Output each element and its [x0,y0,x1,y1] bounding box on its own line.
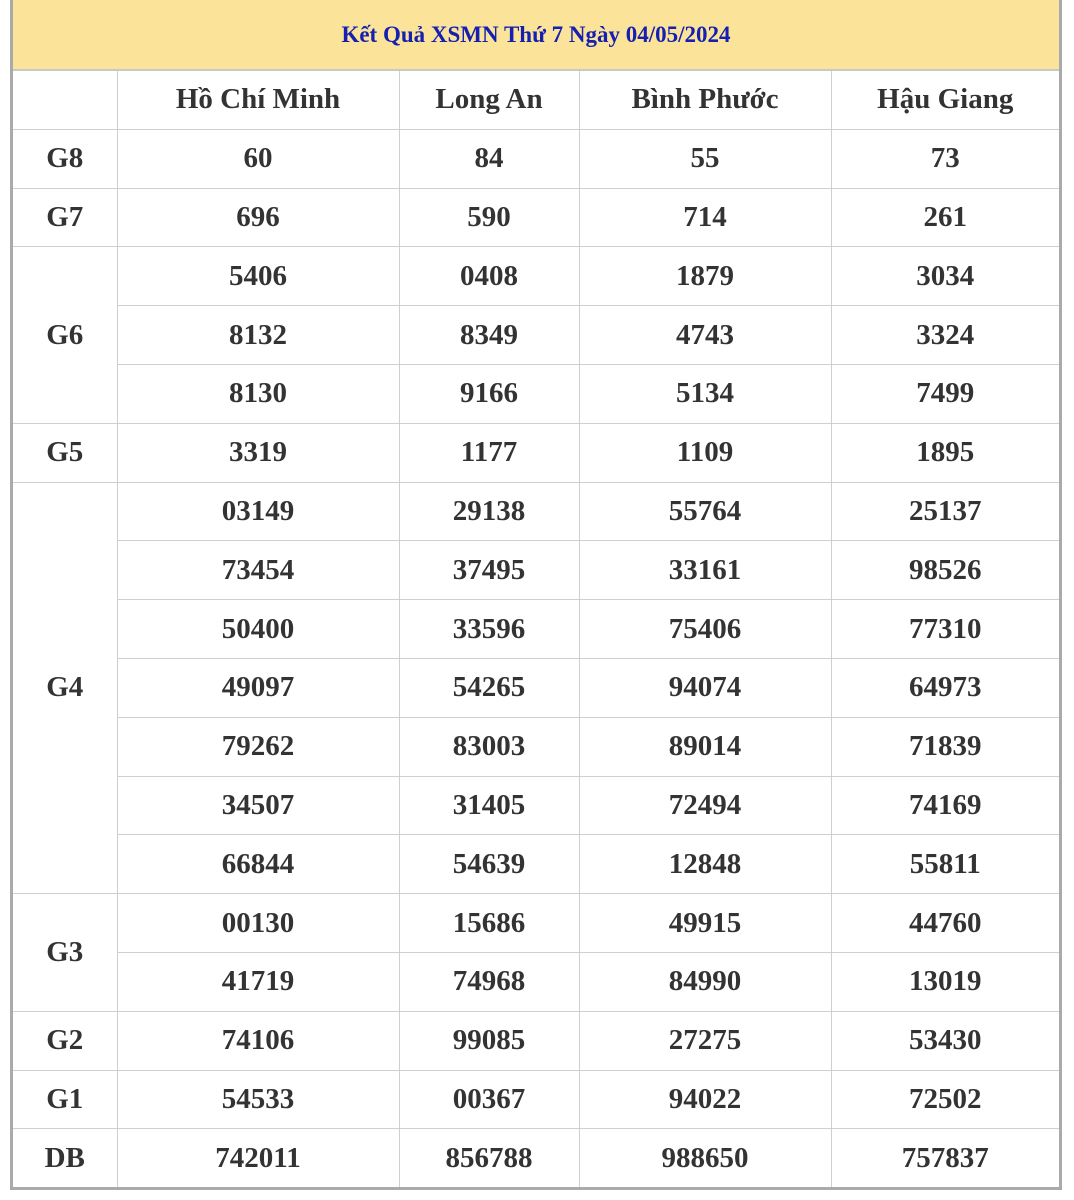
result-number: 33596 [399,600,579,659]
result-number: 3034 [831,247,1059,306]
results-table [13,71,1059,1187]
prize-row [13,658,1059,717]
prize-row [13,1011,1059,1070]
prize-row [13,482,1059,541]
result-number: 49097 [117,658,399,717]
result-number: 50400 [117,600,399,659]
result-number: 25137 [831,482,1059,541]
prize-row [13,247,1059,306]
result-number: 5406 [117,247,399,306]
result-number: 9166 [399,364,579,423]
prize-label: G7 [13,188,117,247]
result-number: 696 [117,188,399,247]
result-number: 72494 [579,776,831,835]
result-number: 1895 [831,423,1059,482]
result-number: 757837 [831,1129,1059,1187]
result-number: 34507 [117,776,399,835]
result-number: 98526 [831,541,1059,600]
prize-row [13,1070,1059,1129]
province-header: Hậu Giang [831,71,1059,129]
prize-row [13,1129,1059,1187]
result-number: 79262 [117,717,399,776]
result-number: 41719 [117,952,399,1011]
result-number: 00130 [117,894,399,953]
result-number: 4743 [579,306,831,365]
result-number: 54533 [117,1070,399,1129]
result-number: 71839 [831,717,1059,776]
result-number: 64973 [831,658,1059,717]
prize-row [13,188,1059,247]
result-number: 77310 [831,600,1059,659]
result-number: 84990 [579,952,831,1011]
result-number: 1177 [399,423,579,482]
prize-label: G2 [13,1011,117,1070]
result-number: 8130 [117,364,399,423]
results-title: Kết Quả XSMN Thứ 7 Ngày 04/05/2024 [13,0,1059,71]
results-body [13,71,1059,1187]
corner-cell [13,71,117,129]
result-number: 72502 [831,1070,1059,1129]
result-number: 03149 [117,482,399,541]
result-number: 74106 [117,1011,399,1070]
prize-row [13,423,1059,482]
prize-row [13,541,1059,600]
result-number: 31405 [399,776,579,835]
prize-row [13,600,1059,659]
result-number: 53430 [831,1011,1059,1070]
result-number: 75406 [579,600,831,659]
result-number: 15686 [399,894,579,953]
result-number: 8132 [117,306,399,365]
result-number: 856788 [399,1129,579,1187]
result-number: 12848 [579,835,831,894]
result-number: 1109 [579,423,831,482]
result-number: 66844 [117,835,399,894]
prize-label: G4 [13,482,117,894]
prize-row [13,717,1059,776]
result-number: 89014 [579,717,831,776]
result-number: 00367 [399,1070,579,1129]
prize-label: G5 [13,423,117,482]
result-number: 0408 [399,247,579,306]
prize-row [13,835,1059,894]
result-number: 8349 [399,306,579,365]
prize-row [13,129,1059,188]
result-number: 1879 [579,247,831,306]
result-number: 742011 [117,1129,399,1187]
result-number: 74169 [831,776,1059,835]
prize-label: G6 [13,247,117,423]
result-number: 73454 [117,541,399,600]
result-number: 54639 [399,835,579,894]
province-header: Hồ Chí Minh [117,71,399,129]
prize-row [13,952,1059,1011]
result-number: 7499 [831,364,1059,423]
result-number: 13019 [831,952,1059,1011]
result-number: 49915 [579,894,831,953]
result-number: 83003 [399,717,579,776]
result-number: 94022 [579,1070,831,1129]
result-number: 29138 [399,482,579,541]
prize-row [13,776,1059,835]
province-header: Bình Phước [579,71,831,129]
result-number: 55811 [831,835,1059,894]
result-number: 55 [579,129,831,188]
result-number: 73 [831,129,1059,188]
result-number: 54265 [399,658,579,717]
result-number: 3324 [831,306,1059,365]
prize-label: DB [13,1129,117,1187]
prize-row [13,894,1059,953]
result-number: 99085 [399,1011,579,1070]
result-number: 55764 [579,482,831,541]
province-header: Long An [399,71,579,129]
result-number: 33161 [579,541,831,600]
prize-row [13,364,1059,423]
province-header-row [13,71,1059,129]
prize-label: G8 [13,129,117,188]
result-number: 37495 [399,541,579,600]
prize-label: G1 [13,1070,117,1129]
result-number: 74968 [399,952,579,1011]
result-number: 261 [831,188,1059,247]
result-number: 988650 [579,1129,831,1187]
result-number: 44760 [831,894,1059,953]
result-number: 27275 [579,1011,831,1070]
result-number: 84 [399,129,579,188]
result-number: 590 [399,188,579,247]
result-number: 714 [579,188,831,247]
result-number: 5134 [579,364,831,423]
results-panel [10,0,1062,1190]
result-number: 60 [117,129,399,188]
prize-label: G3 [13,894,117,1012]
prize-row [13,306,1059,365]
result-number: 3319 [117,423,399,482]
result-number: 94074 [579,658,831,717]
